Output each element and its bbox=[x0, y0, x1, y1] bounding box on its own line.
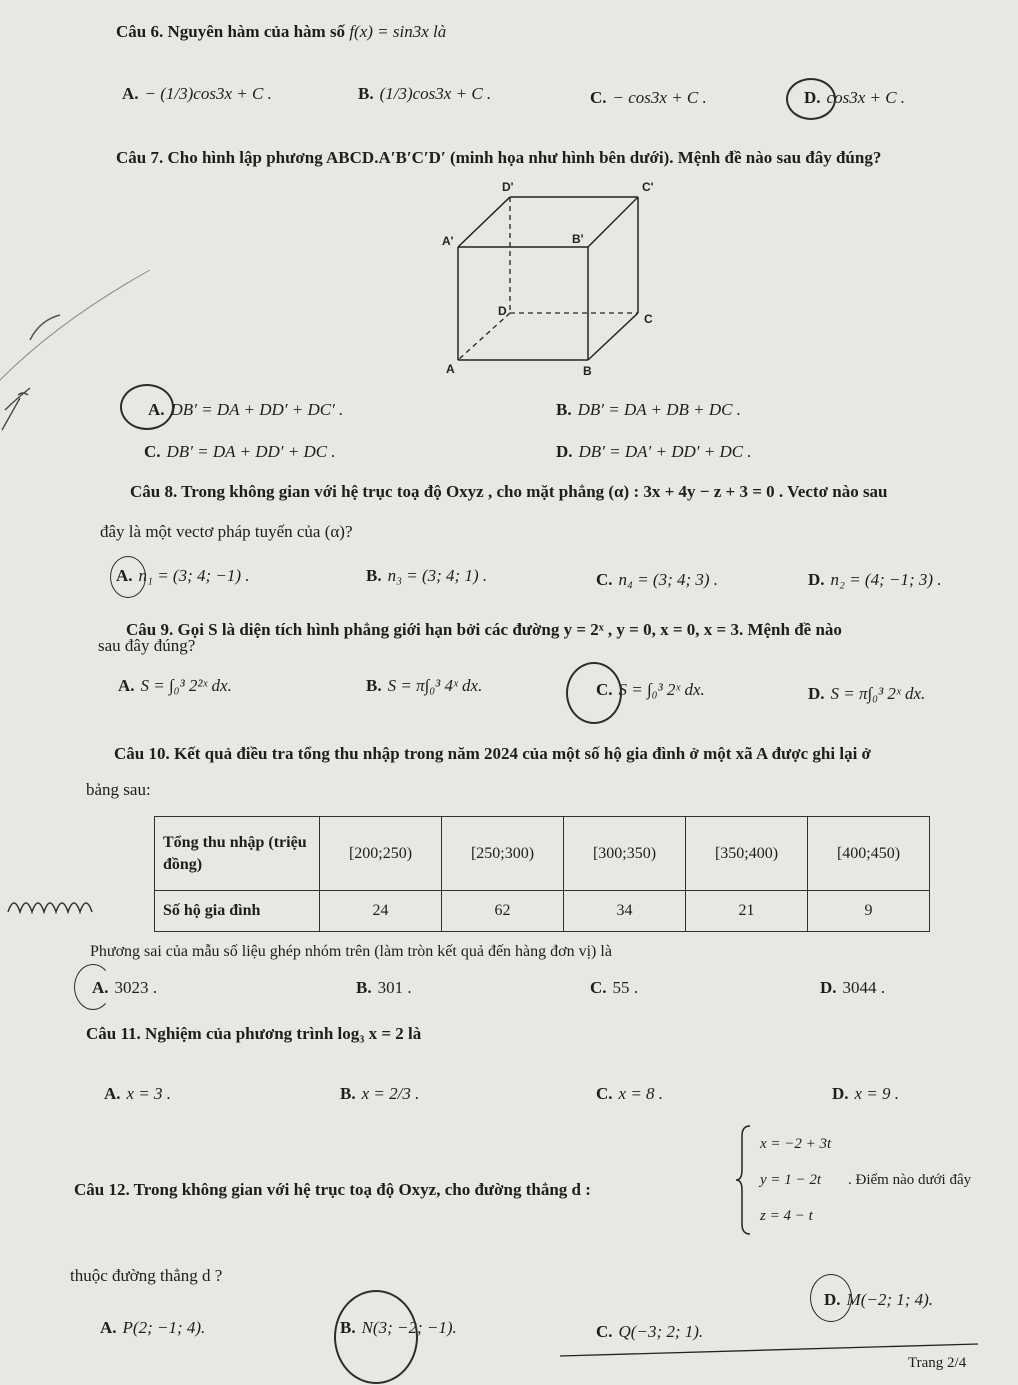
q11-option-a: A. x = 3 . bbox=[104, 1084, 172, 1103]
q10-option-b: B. 301 . bbox=[356, 978, 412, 997]
vertex-label: D' bbox=[502, 180, 514, 194]
question-8-title-cont: đây là một vectơ pháp tuyến của (α)? bbox=[100, 522, 353, 541]
q11-option-d: D. x = 9 . bbox=[832, 1084, 900, 1103]
question-6-title: Câu 6. Nguyên hàm của hàm số f(x) = sin3x là bbox=[116, 22, 447, 41]
vertex-label: B bbox=[583, 364, 592, 378]
question-9-title: Câu 9. Gọi S là diện tích hình phẳng giới hạn bởi các đường y = 2ˣ , y = 0, x = 0, x = 3. Mệnh đề nào bbox=[126, 620, 842, 639]
table-header-households: Số hộ gia đình bbox=[155, 891, 320, 932]
vertex-label: A bbox=[446, 362, 455, 376]
q12-option-a: A. P(2; −1; 4). bbox=[100, 1318, 206, 1337]
answer-mark-circle bbox=[810, 1274, 852, 1322]
q12-option-c: C. Q(−3; 2; 1). bbox=[596, 1322, 704, 1341]
table-cell: [350;400) bbox=[686, 817, 808, 891]
q7-option-a: A. DB′ = DA + DD′ + DC′ . bbox=[148, 400, 344, 419]
q11-option-c: C. x = 8 . bbox=[596, 1084, 664, 1103]
q9-option-c: C. S = ∫₀³ 2ˣ dx. bbox=[596, 680, 705, 699]
question-10-title-cont: bảng sau: bbox=[86, 780, 151, 799]
question-8-title: Câu 8. Trong không gian với hệ trục toạ độ Oxyz , cho mặt phẳng (α) : 3x + 4y − z + 3 = 0 . Vectơ nào sau bbox=[130, 482, 888, 501]
question-12-title-cont: thuộc đường thẳng d ? bbox=[70, 1266, 223, 1285]
q8-option-a: A. n₁ = (3; 4; −1) . bbox=[116, 566, 250, 585]
answer-mark-circle bbox=[334, 1290, 418, 1384]
table-cell: 24 bbox=[320, 891, 442, 932]
q9-option-a: A. S = ∫₀³ 2²ˣ dx. bbox=[118, 676, 232, 695]
question-10-prompt: Phương sai của mẫu số liệu ghép nhóm trên (làm tròn kết quả đến hàng đơn vị) là bbox=[90, 943, 612, 960]
q12-option-b: B. N(3; −2; −1). bbox=[340, 1318, 457, 1337]
answer-mark-circle bbox=[120, 384, 174, 430]
table-cell: [250;300) bbox=[442, 817, 564, 891]
q8-option-c: C. n₄ = (3; 4; 3) . bbox=[596, 570, 719, 589]
q10-option-d: D. 3044 . bbox=[820, 978, 886, 997]
q10-option-a: A. 3023 . bbox=[92, 978, 158, 997]
handwriting-scribble bbox=[0, 892, 110, 922]
vertex-label: A' bbox=[442, 234, 454, 248]
question-7-title: Câu 7. Cho hình lập phương ABCD.A′B′C′D′ (minh họa như hình bên dưới). Mệnh đề nào sau đây đúng? bbox=[116, 148, 882, 167]
q6-option-d: D. cos3x + C . bbox=[804, 88, 906, 107]
line-eq-z: z = 4 − t bbox=[760, 1208, 813, 1224]
cube-figure bbox=[430, 175, 660, 380]
q7-option-c: C. DB′ = DA + DD′ + DC . bbox=[144, 442, 336, 461]
table-cell: 34 bbox=[564, 891, 686, 932]
answer-mark-circle bbox=[566, 662, 622, 724]
vertex-label: D bbox=[498, 304, 507, 318]
q9-option-b: B. S = π∫₀³ 4ˣ dx. bbox=[366, 676, 483, 695]
question-12-title-end: . Điểm nào dưới đây bbox=[848, 1172, 972, 1188]
q6-option-a: A. − (1/3)cos3x + C . bbox=[122, 84, 272, 103]
answer-mark-circle bbox=[786, 78, 836, 120]
question-12-title: Câu 12. Trong không gian với hệ trục toạ độ Oxyz, cho đường thẳng d : bbox=[74, 1180, 591, 1199]
answer-mark-circle bbox=[110, 556, 146, 598]
answer-mark-circle bbox=[74, 964, 112, 1010]
q8-option-d: D. n₂ = (4; −1; 3) . bbox=[808, 570, 942, 589]
q8-option-b: B. n₃ = (3; 4; 1) . bbox=[366, 566, 488, 585]
q10-option-c: C. 55 . bbox=[590, 978, 639, 997]
question-11-title: Câu 11. Nghiệm của phương trình log₃ x = 2 là bbox=[86, 1024, 422, 1043]
question-9-title-cont: sau đây đúng? bbox=[98, 636, 196, 655]
table-row bbox=[155, 891, 930, 932]
q7-option-b: B. DB′ = DA + DB + DC . bbox=[556, 400, 742, 419]
q6-option-b: B. (1/3)cos3x + C . bbox=[358, 84, 492, 103]
line-eq-x: x = −2 + 3t bbox=[760, 1136, 832, 1152]
q9-option-d: D. S = π∫₀³ 2ˣ dx. bbox=[808, 684, 926, 703]
table-cell: 9 bbox=[808, 891, 930, 932]
table-cell: [200;250) bbox=[320, 817, 442, 891]
line-eq-y: y = 1 − 2t bbox=[760, 1172, 822, 1188]
table-header-income: Tổng thu nhập (triệu đồng) bbox=[155, 817, 320, 891]
system-brace-icon bbox=[734, 1124, 754, 1236]
question-10-title: Câu 10. Kết quả điều tra tổng thu nhập trong năm 2024 của một số hộ gia đình ở một xã A được ghi lại ở bbox=[114, 744, 871, 763]
vertex-label: B' bbox=[572, 232, 584, 246]
income-table bbox=[154, 816, 930, 932]
q11-option-b: B. x = 2/3 . bbox=[340, 1084, 420, 1103]
page-number: Trang 2/4 bbox=[908, 1355, 967, 1371]
table-cell: 62 bbox=[442, 891, 564, 932]
q7-option-d: D. DB′ = DA′ + DD′ + DC . bbox=[556, 442, 752, 461]
vertex-label: C' bbox=[642, 180, 654, 194]
q6-option-c: C. − cos3x + C . bbox=[590, 88, 707, 107]
vertex-label: C bbox=[644, 312, 653, 326]
table-row bbox=[155, 817, 930, 891]
table-cell: [400;450) bbox=[808, 817, 930, 891]
table-cell: [300;350) bbox=[564, 817, 686, 891]
q12-option-d: D. M(−2; 1; 4). bbox=[824, 1290, 934, 1309]
table-cell: 21 bbox=[686, 891, 808, 932]
